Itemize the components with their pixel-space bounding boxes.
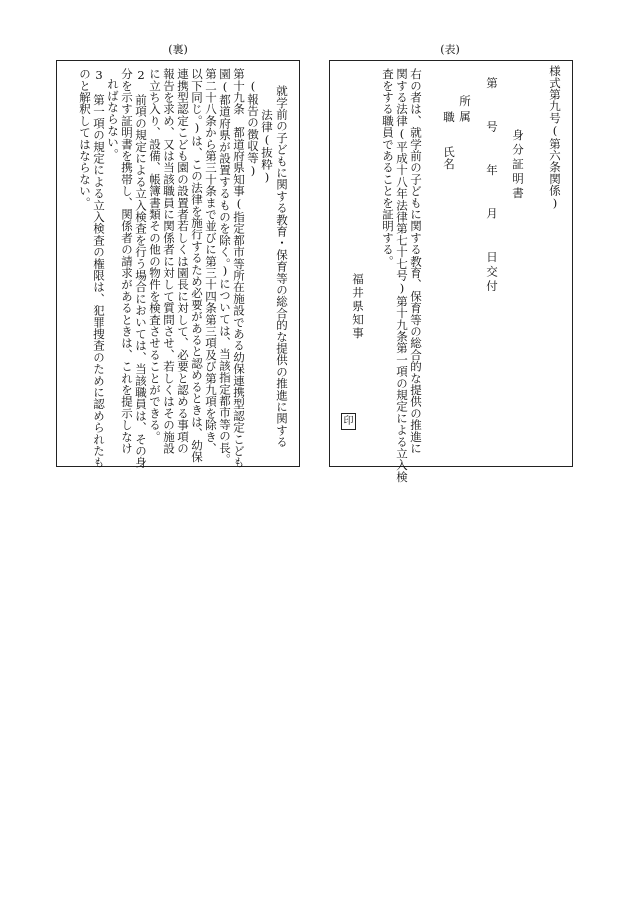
paragraph-2-line-2: 分を示す証明書を携帯し、関係者の請求があるときは、これを提示しなけ	[120, 68, 134, 455]
article-line-7: に立ち入り、設備、帳簿書類その他の物件を検査させることができる。	[148, 68, 162, 443]
back-side-label: (裏)	[168, 43, 188, 56]
law-title-line-2: 法律(抜粋)	[260, 109, 274, 185]
certification-line-3: 査をする職員であることを証明する。	[381, 68, 395, 267]
article-line-5: 連携型認定こども園の設置者若しくは園長に対して、必要と認める事項の	[176, 68, 190, 455]
section-heading: (報告の徴収等)	[246, 79, 260, 178]
certification-line-2: 関する法律(平成十八年法律第七十七号)第十九条第一項の規定による立入検	[395, 68, 409, 483]
paragraph-2-line-3: ればならない。	[106, 78, 120, 160]
issue-number-date: 第 号 年 月 日交付	[485, 77, 499, 295]
affiliation-label: 所属	[458, 95, 472, 126]
position-name-label: 職 氏名	[442, 111, 456, 170]
document-title: 身分証明書	[511, 129, 525, 202]
article-line-1: 第十九条 都道府県知事(指定都市等所在施設である幼保連携型認定こども	[232, 68, 246, 469]
official-seal: 印	[341, 413, 356, 430]
article-line-2: 園(都道府県が設置するものを除く。)については、当該指定都市等の長。	[218, 68, 232, 466]
certification-line-1: 右の者は、就学前の子どもに関する教育、保育等の総合的な提供の推進に	[409, 68, 423, 455]
law-title-line-1: 就学前の子どもに関する教育・保育等の総合的な提供の推進に関する	[275, 85, 289, 448]
article-line-4: 以下同じ。)は、この法律を施行するため必要があると認めるときは、幼保	[190, 68, 204, 463]
paragraph-3-line-1: 3 第一項の規定による立入検査の権限は、犯罪捜査のために認められたも	[92, 68, 106, 469]
paragraph-2-line-1: 2 前項の規定による立入検査を行う場合においては、当該職員は、その身	[134, 68, 148, 469]
front-side-panel	[329, 60, 573, 483]
paragraph-3-line-2: のと解釈してはならない。	[78, 68, 92, 209]
front-side-label: (表)	[440, 43, 460, 56]
back-side-panel	[56, 60, 300, 467]
issuer-name: 福井県知事	[351, 273, 365, 341]
article-line-6: 報告を求め、又は当該職員に関係者に対して質問させ、若しくはその施設	[162, 68, 176, 455]
article-line-3: 第二十八条から第三十条まで並びに第三十四条第三項及び第九項を除き、	[204, 68, 218, 455]
form-number: 様式第九号(第六条関係)	[548, 65, 562, 211]
